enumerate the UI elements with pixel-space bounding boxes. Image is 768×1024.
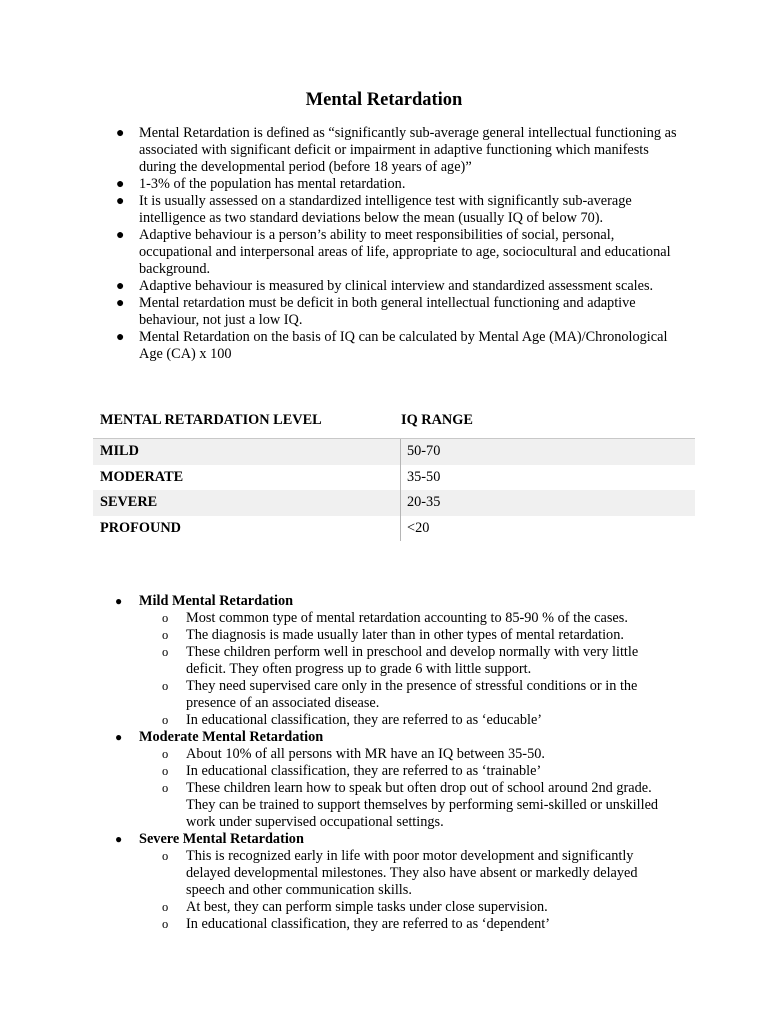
bullet-icon: ● xyxy=(116,228,125,243)
table-row xyxy=(93,516,695,542)
levels-section-list xyxy=(0,593,768,933)
table-cell-level: MILD xyxy=(100,443,139,459)
section-heading: Mild Mental Retardation xyxy=(139,593,294,609)
intro-bullet: ● Adaptive behaviour is measured by clinical interview and standardized assessment scales. xyxy=(116,278,654,294)
bullet-icon: ● xyxy=(115,730,123,744)
list-item: o In educational classification, they are referred to as ‘dependent’ xyxy=(162,916,550,932)
section-item-list xyxy=(139,746,768,831)
circle-bullet-icon: o xyxy=(162,713,169,727)
bullet-icon: ● xyxy=(116,126,125,141)
list-item: o Most common type of mental retardation accounting to 85-90 % of the cases. xyxy=(162,610,628,626)
circle-bullet-icon: o xyxy=(162,611,169,625)
bullet-icon: ● xyxy=(116,194,125,209)
section-heading: Severe Mental Retardation xyxy=(139,831,304,847)
list-item: o They need supervised care only in the presence of stressful conditions or in the presence of an associated disease. xyxy=(162,678,638,711)
table-header-row xyxy=(93,405,695,439)
section-item-list xyxy=(139,610,768,729)
circle-bullet-icon: o xyxy=(162,849,169,863)
section-mild xyxy=(0,593,768,729)
bullet-icon: ● xyxy=(116,330,125,345)
list-item: o The diagnosis is made usually later than in other types of mental retardation. xyxy=(162,627,624,643)
intro-bullet: ● It is usually assessed on a standardized intelligence test with significantly sub-average intelligence as two standard deviations below the mean (usually IQ of below 70). xyxy=(116,193,632,226)
list-item: o In educational classification, they are referred to as ‘trainable’ xyxy=(162,763,542,779)
circle-bullet-icon: o xyxy=(162,900,169,914)
list-item: o In educational classification, they are referred to as ‘educable’ xyxy=(162,712,543,728)
table-row xyxy=(93,439,695,465)
intro-bullet: ● Adaptive behaviour is a person’s ability to meet responsibilities of social, personal, occupational and interpersonal areas of life, appropriate to age, sociocultural and educational background. xyxy=(116,227,671,277)
bullet-icon: ● xyxy=(116,177,125,192)
bullet-icon: ● xyxy=(116,279,125,294)
intro-bullet-list xyxy=(0,125,768,363)
table-row xyxy=(93,490,695,516)
bullet-icon: ● xyxy=(116,296,125,311)
intro-bullet: ● Mental retardation must be deficit in both general intellectual functioning and adaptive behaviour, not just a low IQ. xyxy=(116,295,636,328)
section-item-list xyxy=(139,848,768,933)
list-item: o About 10% of all persons with MR have an IQ between 35-50. xyxy=(162,746,545,762)
circle-bullet-icon: o xyxy=(162,628,169,642)
section-moderate xyxy=(0,729,768,831)
bullet-icon: ● xyxy=(115,594,123,608)
circle-bullet-icon: o xyxy=(162,645,169,659)
table-cell-iq: <20 xyxy=(400,516,429,542)
table-cell-iq: 50-70 xyxy=(400,439,440,465)
circle-bullet-icon: o xyxy=(162,747,169,761)
page-title: Mental Retardation xyxy=(305,90,463,110)
table-cell-level: SEVERE xyxy=(100,494,158,510)
circle-bullet-icon: o xyxy=(162,679,169,693)
table-row xyxy=(93,465,695,491)
list-item: o At best, they can perform simple tasks under close supervision. xyxy=(162,899,548,915)
section-severe xyxy=(0,831,768,933)
table-cell-iq: 35-50 xyxy=(400,465,440,491)
table-header-iq: IQ RANGE xyxy=(401,412,473,428)
list-item: o These children learn how to speak but often drop out of school around 2nd grade. They can be trained to support themselves by performing semi-skilled or unskilled work under supervised occupational settings. xyxy=(162,780,659,830)
list-item: o This is recognized early in life with poor motor development and significantly delayed developmental milestones. They also have absent or markedly delayed speech and other communication skills. xyxy=(162,848,638,898)
table-header-level: MENTAL RETARDATION LEVEL xyxy=(100,412,322,428)
iq-range-table xyxy=(93,405,695,541)
table-cell-level: MODERATE xyxy=(100,468,184,485)
intro-bullet: ● 1-3% of the population has mental retardation. xyxy=(116,176,406,192)
table-cell-iq: 20-35 xyxy=(400,490,440,516)
section-heading: Moderate Mental Retardation xyxy=(139,729,324,745)
bullet-icon: ● xyxy=(115,832,123,846)
table-cell-level: PROFOUND xyxy=(100,519,182,536)
circle-bullet-icon: o xyxy=(162,764,169,778)
intro-bullet: ● Mental Retardation is defined as “significantly sub-average general intellectual functioning as associated with significant deficit or impairment in adaptive functioning which manifests during the developmental period (before 18 years of age)” xyxy=(116,125,677,175)
circle-bullet-icon: o xyxy=(162,781,169,795)
intro-bullet: ● Mental Retardation on the basis of IQ can be calculated by Mental Age (MA)/Chronological Age (CA) x 100 xyxy=(116,329,668,362)
circle-bullet-icon: o xyxy=(162,917,169,931)
list-item: o These children perform well in preschool and develop normally with very little deficit. They often progress up to grade 6 with little support. xyxy=(162,644,639,677)
